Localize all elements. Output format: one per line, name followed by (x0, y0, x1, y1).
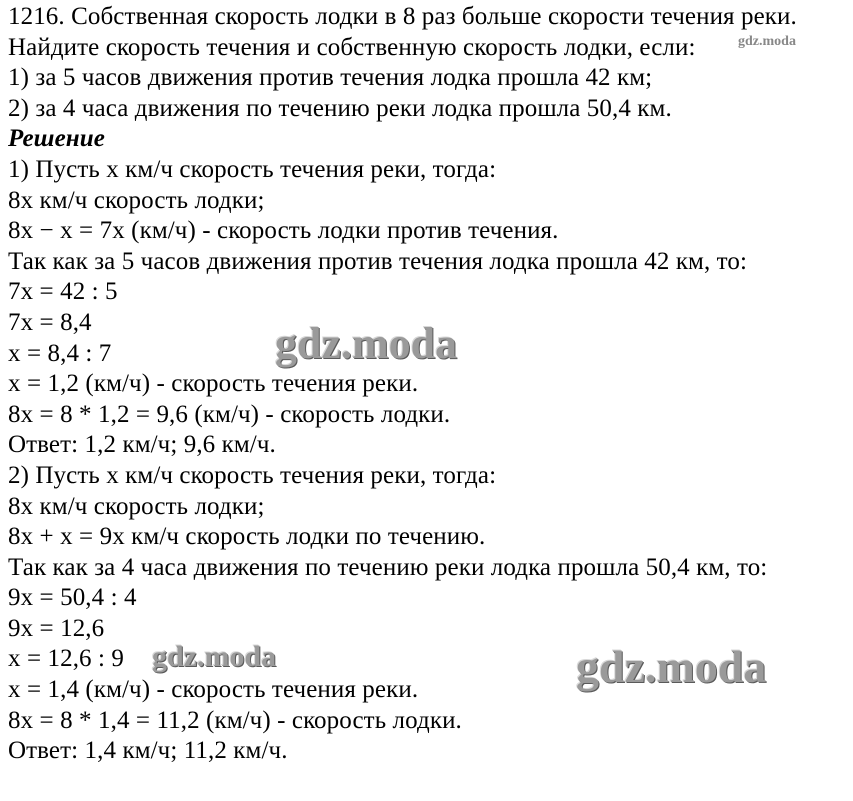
solution-heading: Решение (8, 125, 105, 153)
solution-line: 8x + x = 9x км/ч скорость лодки по течению. (8, 523, 486, 551)
solution-line: 7x = 8,4 (8, 308, 92, 336)
solution-line: x = 12,6 : 9 (8, 645, 124, 673)
solution-line: Так как за 5 часов движения против течения лодка прошла 42 км, то: (8, 247, 748, 275)
solution-line: 9x = 12,6 (8, 614, 105, 642)
solution-line: 7x = 42 : 5 (8, 278, 118, 306)
solution-line: 8x = 8 * 1,4 = 11,2 (км/ч) - скорость лодки. (8, 706, 462, 734)
solution-line: x = 1,4 (км/ч) - скорость течения реки. (8, 676, 419, 704)
watermark: gdz.moda (738, 34, 796, 49)
solution-line: x = 8,4 : 7 (8, 339, 112, 367)
solution-line: x = 1,2 (км/ч) - скорость течения реки. (8, 370, 419, 398)
watermark: gdz.moda (576, 641, 767, 692)
solution-line: 2) Пусть x км/ч скорость течения реки, тогда: (8, 461, 497, 489)
problem-line: 2) за 4 часа движения по течению реки лодка прошла 50,4 км. (8, 94, 672, 122)
problem-line: Найдите скорость течения и собственную скорость лодки, если: (8, 33, 696, 61)
answer-line: Ответ: 1,4 км/ч; 11,2 км/ч. (8, 737, 288, 765)
problem-line: 1) за 5 часов движения против течения лодка прошла 42 км; (8, 64, 653, 92)
solution-line: 1) Пусть x км/ч скорость течения реки, тогда: (8, 155, 497, 183)
solution-line: 8x км/ч скорость лодки; (8, 186, 265, 214)
watermark: gdz.moda (275, 319, 458, 368)
solution-line: 8x = 8 * 1,2 = 9,6 (км/ч) - скорость лодки. (8, 400, 451, 428)
answer-line: Ответ: 1,2 км/ч; 9,6 км/ч. (8, 431, 276, 459)
solution-line: 8x − x = 7x (км/ч) - скорость лодки против течения. (8, 217, 559, 245)
watermark: gdz.moda (152, 640, 277, 673)
solution-line: Так как за 4 часа движения по течению реки лодка прошла 50,4 км, то: (8, 553, 768, 581)
solution-line: 8x км/ч скорость лодки; (8, 492, 265, 520)
problem-line: 1216. Собственная скорость лодки в 8 раз больше скорости течения реки. (8, 3, 797, 30)
solution-line: 9x = 50,4 : 4 (8, 584, 137, 612)
